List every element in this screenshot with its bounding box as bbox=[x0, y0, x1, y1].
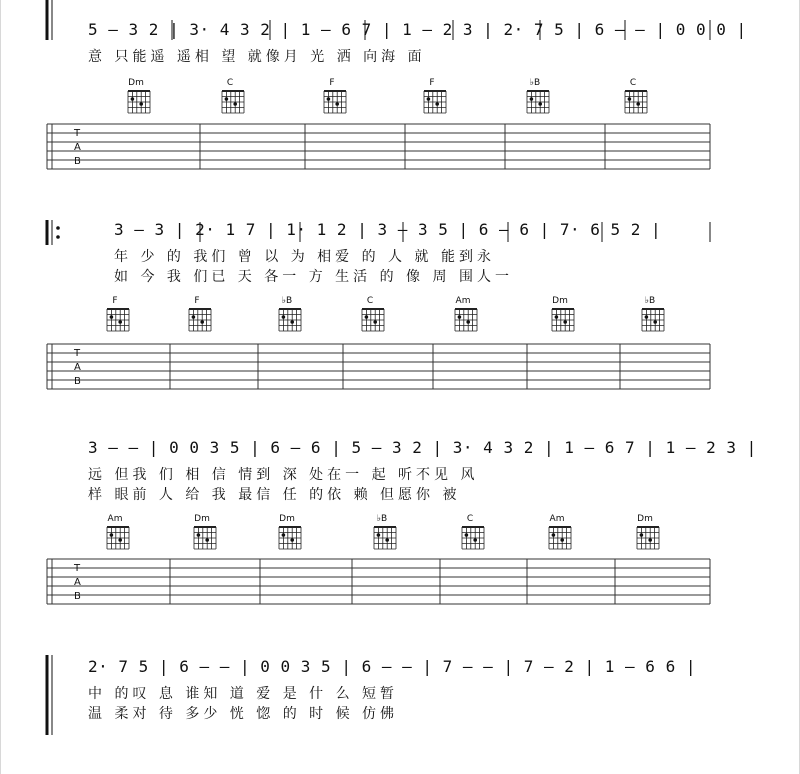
chord-name: C bbox=[629, 78, 637, 88]
chord-name: ♭B bbox=[281, 296, 293, 306]
chord-name: Am bbox=[455, 296, 471, 306]
chord-name: ♭B bbox=[529, 78, 541, 88]
chord-grid bbox=[322, 89, 348, 115]
lyrics-line-4a: 中 的叹 息 谁知 道 爱 是 什 么 短暂 bbox=[88, 686, 399, 702]
chord-grid bbox=[277, 307, 303, 333]
chord-grid bbox=[220, 89, 246, 115]
tab-letter: A bbox=[74, 362, 81, 373]
lyrics-line-3a: 远 但我 们 相 信 情到 深 处在一 起 听不见 风 bbox=[88, 467, 479, 483]
chord-name: F bbox=[112, 296, 118, 306]
tab-letter: A bbox=[74, 577, 81, 588]
chord-grid bbox=[460, 525, 486, 551]
chord-name: Am bbox=[107, 514, 123, 524]
chord-name: Dm bbox=[194, 514, 210, 524]
chord-grid bbox=[105, 525, 131, 551]
chord-grid bbox=[547, 525, 573, 551]
tab-letter: A bbox=[74, 142, 81, 153]
chord-name: ♭B bbox=[644, 296, 656, 306]
system-1-barlines bbox=[0, 0, 800, 80]
tab-staff-2 bbox=[0, 338, 800, 408]
chord-name: F bbox=[429, 78, 435, 88]
lyrics-line-1: 意 只能遥 遥相 望 就像月 光 洒 向海 面 bbox=[88, 49, 426, 65]
chord-name: Am bbox=[549, 514, 565, 524]
chord-name: F bbox=[329, 78, 335, 88]
chord-name: Dm bbox=[279, 514, 295, 524]
chord-grid bbox=[422, 89, 448, 115]
tab-staff-3 bbox=[0, 553, 800, 623]
chord-grid bbox=[360, 307, 386, 333]
lyrics-line-2b: 如 今 我 们已 天 各一 方 生活 的 像 周 围人一 bbox=[114, 269, 513, 285]
tab-staff-1 bbox=[0, 118, 800, 188]
chord-grid bbox=[525, 89, 551, 115]
tab-letter: T bbox=[74, 563, 81, 574]
chord-name: Dm bbox=[128, 78, 144, 88]
chord-grid bbox=[105, 307, 131, 333]
lyrics-line-3b: 样 眼前 人 给 我 最信 任 的依 赖 但愿你 被 bbox=[88, 487, 461, 503]
chord-grid bbox=[635, 525, 661, 551]
jianpu-notation-line-1: 5 – 3 2 | 3· 4 3 2 | 1 – 6 7 | 1 – 2 3 | 2· 7 5 | 6 – – | 0 0 0 | bbox=[88, 20, 747, 39]
chord-grid bbox=[372, 525, 398, 551]
jianpu-notation-line-4: 2· 7 5 | 6 – – | 0 0 3 5 | 6 – – | 7 – – | 7 – 2 | 1 – 6 6 | bbox=[88, 657, 696, 676]
jianpu-notation-line-3: 3 – – | 0 0 3 5 | 6 – 6 | 5 – 3 2 | 3· 4 3 2 | 1 – 6 7 | 1 – 2 3 | bbox=[88, 438, 757, 457]
chord-name: ♭B bbox=[376, 514, 388, 524]
tab-letter: T bbox=[74, 348, 81, 359]
chord-grid bbox=[277, 525, 303, 551]
lyrics-line-4b: 温 柔对 待 多少 恍 惚 的 时 候 仿佛 bbox=[88, 706, 399, 722]
chord-grid bbox=[192, 525, 218, 551]
system-2-barlines bbox=[0, 210, 800, 250]
chord-grid bbox=[453, 307, 479, 333]
chord-name: F bbox=[194, 296, 200, 306]
chord-name: C bbox=[366, 296, 374, 306]
chord-grid bbox=[623, 89, 649, 115]
jianpu-notation-line-2: 3 – 3 | 2· 1 7 | 1· 1 2 | 3 – 3 5 | 6 – 6 | 7· 6 5 2 | bbox=[114, 220, 662, 239]
system-4-barlines bbox=[0, 615, 800, 735]
chord-grid bbox=[640, 307, 666, 333]
tab-letter: T bbox=[74, 128, 81, 139]
chord-grid bbox=[187, 307, 213, 333]
chord-name: Dm bbox=[552, 296, 568, 306]
chord-name: Dm bbox=[637, 514, 653, 524]
lyrics-line-2a: 年 少 的 我们 曾 以 为 相爱 的 人 就 能到永 bbox=[114, 249, 495, 265]
chord-name: C bbox=[226, 78, 234, 88]
chord-grid bbox=[126, 89, 152, 115]
tab-letter: B bbox=[74, 376, 81, 387]
chord-name: C bbox=[466, 514, 474, 524]
tab-letter: B bbox=[74, 156, 81, 167]
chord-grid bbox=[550, 307, 576, 333]
tab-letter: B bbox=[74, 591, 81, 602]
